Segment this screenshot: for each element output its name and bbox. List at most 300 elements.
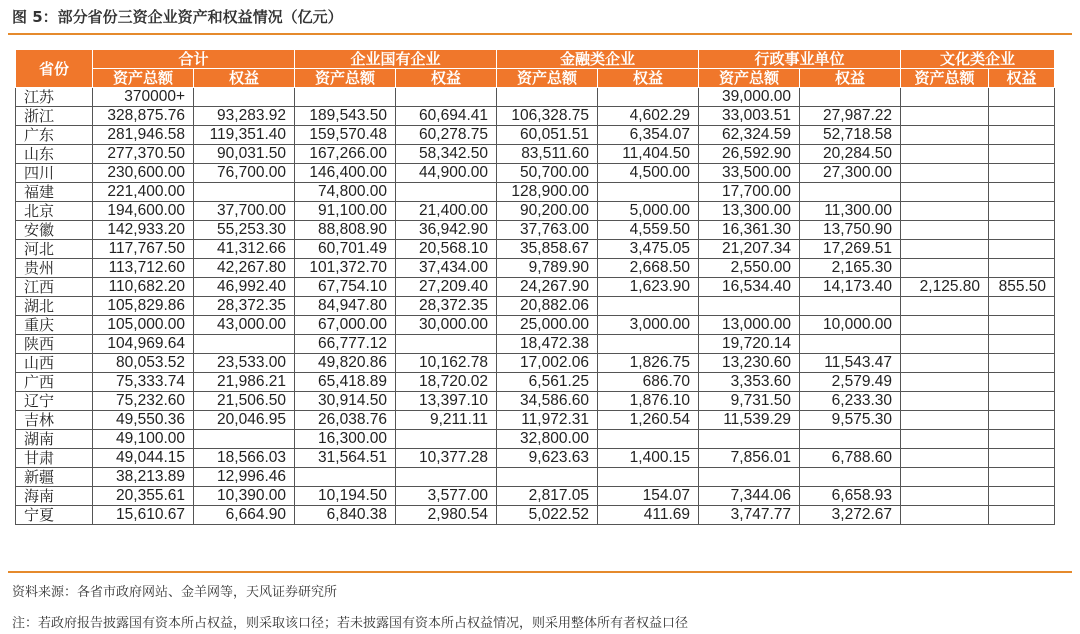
value-cell: 6,658.93 [800, 487, 901, 506]
value-cell [901, 335, 989, 354]
value-cell [497, 468, 598, 487]
value-cell [989, 316, 1055, 335]
value-cell: 2,817.05 [497, 487, 598, 506]
value-cell [699, 297, 800, 316]
table-row [16, 278, 1055, 297]
value-cell: 49,044.15 [93, 449, 194, 468]
asset-equity-table [15, 49, 1055, 525]
header-admin-equity: 权益 [800, 69, 901, 88]
province-cell: 湖北 [16, 297, 93, 316]
table-row [16, 145, 1055, 164]
value-cell: 21,506.50 [194, 392, 295, 411]
province-cell: 宁夏 [16, 506, 93, 525]
value-cell: 33,003.51 [699, 107, 800, 126]
value-cell: 221,400.00 [93, 183, 194, 202]
value-cell: 105,000.00 [93, 316, 194, 335]
value-cell: 17,269.51 [800, 240, 901, 259]
value-cell: 194,600.00 [93, 202, 194, 221]
value-cell: 9,211.11 [396, 411, 497, 430]
province-cell: 新疆 [16, 468, 93, 487]
value-cell [989, 259, 1055, 278]
header-soe-assets: 资产总额 [295, 69, 396, 88]
value-cell: 11,300.00 [800, 202, 901, 221]
value-cell: 6,561.25 [497, 373, 598, 392]
value-cell [901, 107, 989, 126]
header-culture-assets: 资产总额 [901, 69, 989, 88]
value-cell: 26,038.76 [295, 411, 396, 430]
value-cell [901, 506, 989, 525]
value-cell: 38,213.89 [93, 468, 194, 487]
value-cell [901, 373, 989, 392]
value-cell: 16,534.40 [699, 278, 800, 297]
value-cell [396, 468, 497, 487]
value-cell: 3,475.05 [598, 240, 699, 259]
header-group-financial: 金融类企业 [497, 50, 699, 69]
value-cell: 6,233.30 [800, 392, 901, 411]
value-cell: 2,550.00 [699, 259, 800, 278]
value-cell [989, 202, 1055, 221]
province-cell: 山东 [16, 145, 93, 164]
value-cell: 4,559.50 [598, 221, 699, 240]
value-cell: 2,165.30 [800, 259, 901, 278]
value-cell [989, 183, 1055, 202]
value-cell [901, 259, 989, 278]
value-cell: 9,623.63 [497, 449, 598, 468]
value-cell: 11,539.29 [699, 411, 800, 430]
table-row [16, 107, 1055, 126]
value-cell [598, 335, 699, 354]
value-cell: 20,046.95 [194, 411, 295, 430]
value-cell: 1,260.54 [598, 411, 699, 430]
value-cell [800, 430, 901, 449]
value-cell: 3,272.67 [800, 506, 901, 525]
value-cell: 18,566.03 [194, 449, 295, 468]
value-cell [194, 88, 295, 107]
value-cell [989, 392, 1055, 411]
province-cell: 河北 [16, 240, 93, 259]
value-cell: 277,370.50 [93, 145, 194, 164]
value-cell: 4,500.00 [598, 164, 699, 183]
value-cell: 7,856.01 [699, 449, 800, 468]
value-cell: 20,568.10 [396, 240, 497, 259]
table-row [16, 297, 1055, 316]
value-cell [901, 202, 989, 221]
province-cell: 四川 [16, 164, 93, 183]
value-cell [699, 468, 800, 487]
value-cell: 3,747.77 [699, 506, 800, 525]
value-cell: 44,900.00 [396, 164, 497, 183]
value-cell [800, 183, 901, 202]
value-cell: 101,372.70 [295, 259, 396, 278]
value-cell: 4,602.29 [598, 107, 699, 126]
value-cell: 21,986.21 [194, 373, 295, 392]
value-cell: 60,051.51 [497, 126, 598, 145]
value-cell: 67,000.00 [295, 316, 396, 335]
table-row [16, 392, 1055, 411]
value-cell: 27,987.22 [800, 107, 901, 126]
value-cell: 36,942.90 [396, 221, 497, 240]
table-row [16, 221, 1055, 240]
value-cell: 93,283.92 [194, 107, 295, 126]
value-cell: 11,543.47 [800, 354, 901, 373]
province-cell: 广东 [16, 126, 93, 145]
value-cell: 60,278.75 [396, 126, 497, 145]
value-cell: 13,230.60 [699, 354, 800, 373]
value-cell: 146,400.00 [295, 164, 396, 183]
value-cell: 27,300.00 [800, 164, 901, 183]
value-cell [989, 354, 1055, 373]
value-cell [194, 430, 295, 449]
value-cell [194, 335, 295, 354]
value-cell: 1,876.10 [598, 392, 699, 411]
value-cell [989, 335, 1055, 354]
value-cell: 49,100.00 [93, 430, 194, 449]
value-cell [598, 183, 699, 202]
province-cell: 吉林 [16, 411, 93, 430]
value-cell: 13,750.90 [800, 221, 901, 240]
value-cell [901, 468, 989, 487]
province-cell: 北京 [16, 202, 93, 221]
value-cell [989, 221, 1055, 240]
value-cell: 142,933.20 [93, 221, 194, 240]
value-cell [901, 297, 989, 316]
value-cell: 2,980.54 [396, 506, 497, 525]
value-cell: 41,312.66 [194, 240, 295, 259]
value-cell [989, 145, 1055, 164]
province-cell: 辽宁 [16, 392, 93, 411]
value-cell: 74,800.00 [295, 183, 396, 202]
value-cell: 62,324.59 [699, 126, 800, 145]
value-cell: 2,579.49 [800, 373, 901, 392]
table-row [16, 202, 1055, 221]
value-cell: 11,404.50 [598, 145, 699, 164]
value-cell [901, 221, 989, 240]
value-cell [295, 468, 396, 487]
value-cell [901, 316, 989, 335]
value-cell [989, 88, 1055, 107]
value-cell [901, 145, 989, 164]
value-cell: 46,992.40 [194, 278, 295, 297]
value-cell: 2,125.80 [901, 278, 989, 297]
value-cell: 18,472.38 [497, 335, 598, 354]
value-cell: 16,300.00 [295, 430, 396, 449]
figure-title: 图 5：部分省份三资企业资产和权益情况（亿元） [12, 8, 343, 26]
value-cell [901, 411, 989, 430]
value-cell [989, 373, 1055, 392]
value-cell: 43,000.00 [194, 316, 295, 335]
value-cell [989, 411, 1055, 430]
value-cell [901, 487, 989, 506]
value-cell: 25,000.00 [497, 316, 598, 335]
value-cell [989, 164, 1055, 183]
value-cell: 6,788.60 [800, 449, 901, 468]
bottom-divider [8, 571, 1072, 573]
value-cell [800, 468, 901, 487]
table-row [16, 468, 1055, 487]
value-cell: 37,700.00 [194, 202, 295, 221]
value-cell: 230,600.00 [93, 164, 194, 183]
value-cell: 1,400.15 [598, 449, 699, 468]
value-cell: 75,333.74 [93, 373, 194, 392]
value-cell [396, 335, 497, 354]
value-cell: 26,592.90 [699, 145, 800, 164]
value-cell: 75,232.60 [93, 392, 194, 411]
value-cell: 5,022.52 [497, 506, 598, 525]
header-province: 省份 [16, 50, 93, 88]
header-group-soe: 企业国有企业 [295, 50, 497, 69]
table-row [16, 335, 1055, 354]
province-cell: 山西 [16, 354, 93, 373]
value-cell: 2,668.50 [598, 259, 699, 278]
value-cell: 117,767.50 [93, 240, 194, 259]
value-cell [901, 164, 989, 183]
value-cell: 104,969.64 [93, 335, 194, 354]
value-cell [901, 88, 989, 107]
value-cell: 21,400.00 [396, 202, 497, 221]
value-cell: 84,947.80 [295, 297, 396, 316]
value-cell: 24,267.90 [497, 278, 598, 297]
value-cell: 60,694.41 [396, 107, 497, 126]
value-cell: 65,418.89 [295, 373, 396, 392]
value-cell: 106,328.75 [497, 107, 598, 126]
value-cell [800, 335, 901, 354]
header-total-assets: 资产总额 [93, 69, 194, 88]
province-cell: 重庆 [16, 316, 93, 335]
value-cell: 281,946.58 [93, 126, 194, 145]
value-cell: 33,500.00 [699, 164, 800, 183]
value-cell: 154.07 [598, 487, 699, 506]
value-cell: 10,000.00 [800, 316, 901, 335]
table-row [16, 354, 1055, 373]
value-cell: 35,858.67 [497, 240, 598, 259]
value-cell: 686.70 [598, 373, 699, 392]
value-cell: 49,820.86 [295, 354, 396, 373]
value-cell [989, 449, 1055, 468]
value-cell: 3,353.60 [699, 373, 800, 392]
value-cell [901, 183, 989, 202]
value-cell: 34,586.60 [497, 392, 598, 411]
value-cell: 10,194.50 [295, 487, 396, 506]
value-cell: 3,000.00 [598, 316, 699, 335]
value-cell: 83,511.60 [497, 145, 598, 164]
value-cell: 37,434.00 [396, 259, 497, 278]
value-cell: 28,372.35 [396, 297, 497, 316]
value-cell: 10,377.28 [396, 449, 497, 468]
province-cell: 福建 [16, 183, 93, 202]
province-cell: 浙江 [16, 107, 93, 126]
value-cell: 50,700.00 [497, 164, 598, 183]
value-cell [598, 88, 699, 107]
value-cell: 23,533.00 [194, 354, 295, 373]
province-cell: 安徽 [16, 221, 93, 240]
value-cell: 10,390.00 [194, 487, 295, 506]
value-cell [989, 297, 1055, 316]
value-cell [295, 88, 396, 107]
province-cell: 海南 [16, 487, 93, 506]
value-cell [598, 430, 699, 449]
value-cell: 49,550.36 [93, 411, 194, 430]
value-cell: 12,996.46 [194, 468, 295, 487]
value-cell: 6,664.90 [194, 506, 295, 525]
value-cell [598, 468, 699, 487]
table-row [16, 506, 1055, 525]
value-cell: 113,712.60 [93, 259, 194, 278]
value-cell: 32,800.00 [497, 430, 598, 449]
value-cell: 13,000.00 [699, 316, 800, 335]
value-cell: 159,570.48 [295, 126, 396, 145]
value-cell: 58,342.50 [396, 145, 497, 164]
table-row [16, 449, 1055, 468]
table-row [16, 373, 1055, 392]
value-cell: 110,682.20 [93, 278, 194, 297]
header-group-admin: 行政事业单位 [699, 50, 901, 69]
table-row [16, 316, 1055, 335]
value-cell: 42,267.80 [194, 259, 295, 278]
value-cell [396, 88, 497, 107]
value-cell: 17,700.00 [699, 183, 800, 202]
table-row [16, 126, 1055, 145]
value-cell: 60,701.49 [295, 240, 396, 259]
value-cell: 14,173.40 [800, 278, 901, 297]
value-cell [497, 88, 598, 107]
value-cell [396, 430, 497, 449]
value-cell: 9,575.30 [800, 411, 901, 430]
province-cell: 陕西 [16, 335, 93, 354]
value-cell [699, 430, 800, 449]
header-financial-assets: 资产总额 [497, 69, 598, 88]
table-row [16, 183, 1055, 202]
value-cell [989, 468, 1055, 487]
value-cell: 7,344.06 [699, 487, 800, 506]
value-cell [901, 392, 989, 411]
value-cell: 3,577.00 [396, 487, 497, 506]
table-row [16, 164, 1055, 183]
header-total-equity: 权益 [194, 69, 295, 88]
value-cell: 20,882.06 [497, 297, 598, 316]
value-cell [989, 506, 1055, 525]
value-cell: 9,789.90 [497, 259, 598, 278]
header-group-total: 合计 [93, 50, 295, 69]
table-row [16, 240, 1055, 259]
value-cell: 855.50 [989, 278, 1055, 297]
value-cell [989, 430, 1055, 449]
value-cell: 328,875.76 [93, 107, 194, 126]
value-cell [800, 88, 901, 107]
header-group-culture: 文化类企业 [901, 50, 1055, 69]
value-cell: 90,200.00 [497, 202, 598, 221]
top-divider [8, 33, 1072, 35]
value-cell: 28,372.35 [194, 297, 295, 316]
value-cell: 80,053.52 [93, 354, 194, 373]
table-row [16, 487, 1055, 506]
value-cell: 20,284.50 [800, 145, 901, 164]
value-cell [989, 240, 1055, 259]
value-cell: 5,000.00 [598, 202, 699, 221]
value-cell: 90,031.50 [194, 145, 295, 164]
value-cell: 31,564.51 [295, 449, 396, 468]
value-cell: 128,900.00 [497, 183, 598, 202]
province-cell: 甘肃 [16, 449, 93, 468]
province-cell: 湖南 [16, 430, 93, 449]
value-cell [901, 240, 989, 259]
value-cell [989, 107, 1055, 126]
value-cell: 9,731.50 [699, 392, 800, 411]
value-cell: 167,266.00 [295, 145, 396, 164]
value-cell: 21,207.34 [699, 240, 800, 259]
header-group-row [16, 50, 1055, 69]
value-cell [194, 183, 295, 202]
header-soe-equity: 权益 [396, 69, 497, 88]
table-row [16, 411, 1055, 430]
value-cell: 119,351.40 [194, 126, 295, 145]
value-cell: 37,763.00 [497, 221, 598, 240]
value-cell [598, 297, 699, 316]
value-cell: 370000+ [93, 88, 194, 107]
value-cell: 39,000.00 [699, 88, 800, 107]
value-cell [901, 449, 989, 468]
value-cell: 19,720.14 [699, 335, 800, 354]
value-cell [396, 183, 497, 202]
value-cell [901, 354, 989, 373]
source-note: 资料来源：各省市政府网站、金羊网等，天风证券研究所 [12, 585, 338, 600]
value-cell: 27,209.40 [396, 278, 497, 297]
header-admin-assets: 资产总额 [699, 69, 800, 88]
header-financial-equity: 权益 [598, 69, 699, 88]
value-cell: 105,829.86 [93, 297, 194, 316]
province-cell: 江西 [16, 278, 93, 297]
value-cell: 1,623.90 [598, 278, 699, 297]
value-cell: 11,972.31 [497, 411, 598, 430]
value-cell: 91,100.00 [295, 202, 396, 221]
table-row [16, 430, 1055, 449]
value-cell: 88,808.90 [295, 221, 396, 240]
value-cell: 16,361.30 [699, 221, 800, 240]
value-cell: 67,754.10 [295, 278, 396, 297]
header-sub-row [16, 69, 1055, 88]
value-cell: 13,397.10 [396, 392, 497, 411]
value-cell: 6,354.07 [598, 126, 699, 145]
value-cell: 411.69 [598, 506, 699, 525]
value-cell: 20,355.61 [93, 487, 194, 506]
value-cell: 13,300.00 [699, 202, 800, 221]
value-cell: 76,700.00 [194, 164, 295, 183]
footnote: 注：若政府报告披露国有资本所占权益，则采取该口径；若未披露国有资本所占权益情况，则采用整体所有者权益口径 [12, 616, 689, 631]
value-cell [989, 487, 1055, 506]
table-row [16, 88, 1055, 107]
value-cell [989, 126, 1055, 145]
value-cell: 30,914.50 [295, 392, 396, 411]
value-cell: 55,253.30 [194, 221, 295, 240]
value-cell: 10,162.78 [396, 354, 497, 373]
province-cell: 广西 [16, 373, 93, 392]
value-cell [901, 430, 989, 449]
province-cell: 贵州 [16, 259, 93, 278]
value-cell: 1,826.75 [598, 354, 699, 373]
value-cell: 17,002.06 [497, 354, 598, 373]
province-cell: 江苏 [16, 88, 93, 107]
value-cell: 30,000.00 [396, 316, 497, 335]
value-cell: 6,840.38 [295, 506, 396, 525]
value-cell: 18,720.02 [396, 373, 497, 392]
table-row [16, 259, 1055, 278]
header-culture-equity: 权益 [989, 69, 1055, 88]
table-body [16, 88, 1055, 525]
value-cell: 52,718.58 [800, 126, 901, 145]
value-cell: 15,610.67 [93, 506, 194, 525]
value-cell [800, 297, 901, 316]
value-cell: 66,777.12 [295, 335, 396, 354]
value-cell [901, 126, 989, 145]
